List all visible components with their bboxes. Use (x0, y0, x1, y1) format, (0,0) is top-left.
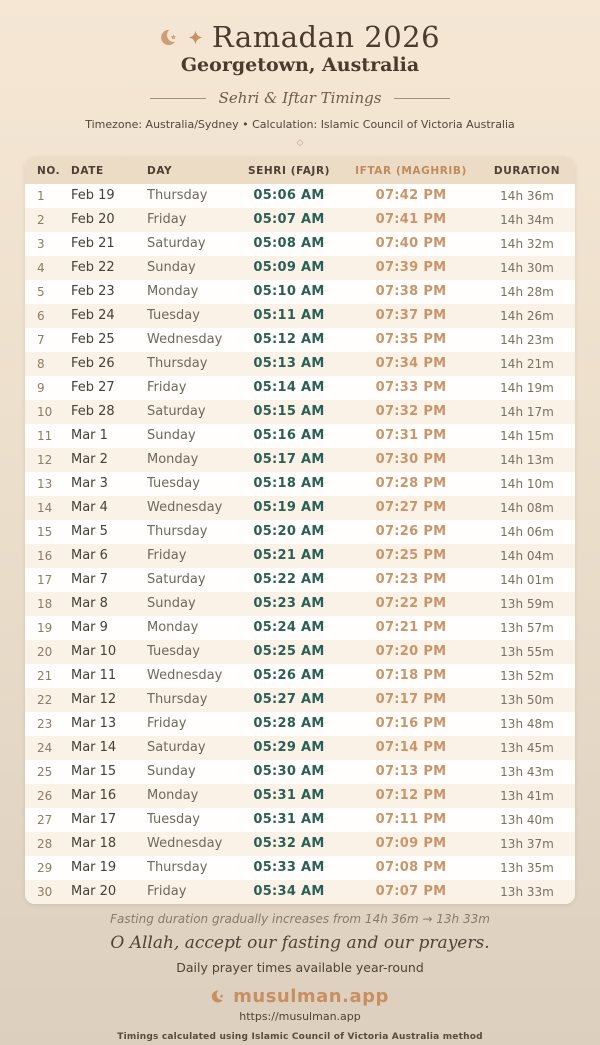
row-day: Wednesday (147, 836, 223, 851)
row-date: Mar 11 (71, 668, 117, 683)
row-duration: 14h 21m (500, 357, 554, 371)
row-number: 6 (37, 309, 45, 323)
row-duration: 13h 50m (500, 693, 554, 707)
row-date: Mar 5 (71, 524, 108, 539)
row-number: 9 (37, 381, 45, 395)
table-row (25, 664, 575, 688)
row-sehri-time: 05:22 AM (253, 572, 325, 587)
table-row (25, 256, 575, 280)
row-day: Wednesday (147, 500, 223, 515)
row-sehri-time: 05:11 AM (253, 308, 325, 323)
row-number: 11 (37, 429, 53, 443)
row-day: Tuesday (147, 812, 200, 827)
row-day: Sunday (147, 596, 196, 611)
row-day: Friday (147, 716, 187, 731)
table-row (25, 712, 575, 736)
row-iftar-time: 07:28 PM (375, 476, 447, 491)
crescent-star-icon (211, 989, 226, 1004)
row-sehri-time: 05:17 AM (253, 452, 325, 467)
table-row (25, 208, 575, 232)
row-sehri-time: 05:20 AM (253, 524, 325, 539)
row-day: Monday (147, 452, 199, 467)
row-date: Feb 19 (71, 188, 115, 203)
row-sehri-time: 05:16 AM (253, 428, 325, 443)
table-row (25, 760, 575, 784)
location-subtitle: Georgetown, Australia (180, 54, 420, 76)
column-header-no: NO. (25, 157, 67, 184)
row-iftar-time: 07:20 PM (375, 644, 447, 659)
row-iftar-time: 07:14 PM (375, 740, 447, 755)
footer-section (0, 912, 600, 1042)
row-iftar-time: 07:09 PM (375, 836, 447, 851)
row-duration: 13h 35m (500, 861, 554, 875)
availability-note: Daily prayer times available year-round (176, 960, 424, 975)
row-duration: 14h 01m (500, 573, 554, 587)
row-date: Feb 26 (71, 356, 115, 371)
row-sehri-time: 05:31 AM (253, 788, 325, 803)
table-row (25, 424, 575, 448)
calculation-method-note: Timings calculated using Islamic Council of Victoria Australia method (117, 1032, 483, 1042)
table-row (25, 568, 575, 592)
row-number: 8 (37, 357, 45, 371)
table-row (25, 688, 575, 712)
row-duration: 14h 30m (500, 261, 554, 275)
row-number: 10 (37, 405, 53, 419)
row-day: Sunday (147, 428, 196, 443)
brand-url-link[interactable]: https://musulman.app (239, 1010, 361, 1023)
row-sehri-time: 05:15 AM (253, 404, 325, 419)
row-duration: 13h 37m (500, 837, 554, 851)
row-number: 4 (37, 261, 45, 275)
row-day: Friday (147, 380, 187, 395)
row-number: 3 (37, 237, 45, 251)
table-row (25, 448, 575, 472)
table-header (25, 157, 575, 184)
row-sehri-time: 05:25 AM (253, 644, 325, 659)
row-sehri-time: 05:14 AM (253, 380, 325, 395)
row-duration: 13h 41m (500, 789, 554, 803)
row-iftar-time: 07:35 PM (375, 332, 447, 347)
page-title: Ramadan 2026 (211, 20, 441, 54)
row-day: Thursday (147, 356, 208, 371)
table-row (25, 784, 575, 808)
row-sehri-time: 05:19 AM (253, 500, 325, 515)
row-duration: 14h 15m (500, 429, 554, 443)
row-duration: 13h 48m (500, 717, 554, 731)
row-sehri-time: 05:32 AM (253, 836, 325, 851)
crescent-star-icon (160, 28, 179, 47)
row-date: Mar 13 (71, 716, 117, 731)
row-number: 5 (37, 285, 45, 299)
table-row (25, 280, 575, 304)
row-iftar-time: 07:30 PM (375, 452, 447, 467)
sparkle-icon (188, 30, 203, 45)
divider-line-left (150, 98, 206, 99)
row-iftar-time: 07:27 PM (375, 500, 447, 515)
row-number: 16 (37, 549, 53, 563)
row-iftar-time: 07:11 PM (375, 812, 447, 827)
row-iftar-time: 07:17 PM (375, 692, 447, 707)
row-date: Feb 23 (71, 284, 115, 299)
table-row (25, 400, 575, 424)
row-iftar-time: 07:12 PM (375, 788, 447, 803)
row-day: Saturday (147, 572, 206, 587)
row-date: Feb 28 (71, 404, 115, 419)
table-row (25, 328, 575, 352)
table-row (25, 856, 575, 880)
row-sehri-time: 05:29 AM (253, 740, 325, 755)
row-sehri-time: 05:09 AM (253, 260, 325, 275)
row-number: 13 (37, 477, 53, 491)
row-duration: 14h 28m (500, 285, 554, 299)
timetable-card (25, 157, 575, 904)
row-duration: 14h 34m (500, 213, 554, 227)
row-day: Saturday (147, 404, 206, 419)
row-number: 18 (37, 597, 53, 611)
row-iftar-time: 07:18 PM (375, 668, 447, 683)
row-day: Thursday (147, 692, 208, 707)
row-iftar-time: 07:25 PM (375, 548, 447, 563)
row-date: Mar 7 (71, 572, 108, 587)
row-day: Tuesday (147, 308, 200, 323)
row-iftar-time: 07:21 PM (375, 620, 447, 635)
row-duration: 13h 52m (500, 669, 554, 683)
table-row (25, 520, 575, 544)
row-day: Friday (147, 884, 187, 899)
row-number: 26 (37, 789, 53, 803)
timings-subtitle: Sehri & Iftar Timings (218, 89, 382, 107)
row-duration: 14h 19m (500, 381, 554, 395)
row-iftar-time: 07:32 PM (375, 404, 447, 419)
section-subtitle-row (0, 89, 600, 107)
row-date: Mar 14 (71, 740, 117, 755)
row-iftar-time: 07:42 PM (375, 188, 447, 203)
row-duration: 14h 32m (500, 237, 554, 251)
row-duration: 13h 57m (500, 621, 554, 635)
diamond-icon: ◇ (296, 138, 304, 148)
row-date: Feb 22 (71, 260, 115, 275)
row-date: Mar 4 (71, 500, 108, 515)
row-sehri-time: 05:06 AM (253, 188, 325, 203)
row-iftar-time: 07:34 PM (375, 356, 447, 371)
row-duration: 14h 10m (500, 477, 554, 491)
row-date: Mar 10 (71, 644, 117, 659)
timezone-calculation-meta: Timezone: Australia/Sydney • Calculation: Islamic Council of Victoria Australia (85, 118, 515, 131)
row-date: Mar 3 (71, 476, 108, 491)
column-header-iftar: IFTAR (MAGHRIB) (343, 157, 479, 184)
row-day: Monday (147, 788, 199, 803)
row-number: 30 (37, 885, 53, 899)
row-sehri-time: 05:33 AM (253, 860, 325, 875)
row-date: Mar 6 (71, 548, 108, 563)
column-header-duration: DURATION (479, 157, 575, 184)
row-iftar-time: 07:40 PM (375, 236, 447, 251)
table-row (25, 640, 575, 664)
row-iftar-time: 07:38 PM (375, 284, 447, 299)
row-date: Mar 15 (71, 764, 117, 779)
row-number: 1 (37, 189, 45, 203)
row-date: Mar 9 (71, 620, 108, 635)
row-iftar-time: 07:08 PM (375, 860, 447, 875)
row-date: Mar 18 (71, 836, 117, 851)
row-iftar-time: 07:41 PM (375, 212, 447, 227)
row-number: 14 (37, 501, 53, 515)
row-date: Mar 1 (71, 428, 108, 443)
row-sehri-time: 05:12 AM (253, 332, 325, 347)
row-day: Tuesday (147, 644, 200, 659)
row-number: 23 (37, 717, 53, 731)
row-number: 15 (37, 525, 53, 539)
duration-range-note: Fasting duration gradually increases from 14h 36m → 13h 33m (110, 912, 490, 926)
row-duration: 14h 06m (500, 525, 554, 539)
row-iftar-time: 07:26 PM (375, 524, 447, 539)
row-sehri-time: 05:13 AM (253, 356, 325, 371)
row-day: Monday (147, 620, 199, 635)
row-number: 19 (37, 621, 53, 635)
row-number: 7 (37, 333, 45, 347)
row-date: Mar 20 (71, 884, 117, 899)
row-day: Wednesday (147, 332, 223, 347)
table-row (25, 184, 575, 208)
row-sehri-time: 05:23 AM (253, 596, 325, 611)
row-sehri-time: 05:08 AM (253, 236, 325, 251)
row-duration: 13h 33m (500, 885, 554, 899)
header-section (0, 20, 600, 148)
table-row (25, 832, 575, 856)
table-body (25, 184, 575, 904)
row-number: 20 (37, 645, 53, 659)
row-number: 25 (37, 765, 53, 779)
row-number: 29 (37, 861, 53, 875)
table-row (25, 880, 575, 904)
table-row (25, 304, 575, 328)
row-duration: 14h 13m (500, 453, 554, 467)
brand-row (0, 986, 600, 1007)
table-row (25, 592, 575, 616)
title-row (0, 20, 600, 54)
row-date: Mar 16 (71, 788, 117, 803)
row-day: Saturday (147, 236, 206, 251)
brand-name: musulman.app (233, 986, 389, 1007)
row-day: Wednesday (147, 668, 223, 683)
row-duration: 13h 45m (500, 741, 554, 755)
row-number: 28 (37, 837, 53, 851)
row-date: Feb 21 (71, 236, 115, 251)
table-row (25, 376, 575, 400)
row-sehri-time: 05:34 AM (253, 884, 325, 899)
row-number: 17 (37, 573, 53, 587)
row-day: Sunday (147, 260, 196, 275)
row-duration: 14h 08m (500, 501, 554, 515)
row-duration: 13h 55m (500, 645, 554, 659)
table-row (25, 352, 575, 376)
row-sehri-time: 05:28 AM (253, 716, 325, 731)
row-day: Sunday (147, 764, 196, 779)
row-date: Mar 17 (71, 812, 117, 827)
row-iftar-time: 07:33 PM (375, 380, 447, 395)
row-duration: 14h 23m (500, 333, 554, 347)
table-row (25, 736, 575, 760)
row-number: 24 (37, 741, 53, 755)
row-day: Thursday (147, 860, 208, 875)
table-row (25, 616, 575, 640)
timings-table (25, 157, 575, 904)
row-number: 2 (37, 213, 45, 227)
row-date: Mar 2 (71, 452, 108, 467)
row-number: 21 (37, 669, 53, 683)
row-duration: 14h 04m (500, 549, 554, 563)
column-header-date: DATE (67, 157, 143, 184)
row-day: Friday (147, 212, 187, 227)
row-duration: 13h 40m (500, 813, 554, 827)
row-day: Thursday (147, 188, 208, 203)
row-day: Saturday (147, 740, 206, 755)
dua-text: O Allah, accept our fasting and our prayers. (110, 933, 490, 953)
row-date: Mar 8 (71, 596, 108, 611)
row-number: 12 (37, 453, 53, 467)
row-iftar-time: 07:37 PM (375, 308, 447, 323)
row-sehri-time: 05:10 AM (253, 284, 325, 299)
row-sehri-time: 05:31 AM (253, 812, 325, 827)
row-iftar-time: 07:22 PM (375, 596, 447, 611)
row-sehri-time: 05:21 AM (253, 548, 325, 563)
row-sehri-time: 05:30 AM (253, 764, 325, 779)
column-header-day: DAY (143, 157, 235, 184)
table-row (25, 544, 575, 568)
row-iftar-time: 07:31 PM (375, 428, 447, 443)
row-date: Feb 20 (71, 212, 115, 227)
row-iftar-time: 07:16 PM (375, 716, 447, 731)
row-date: Mar 12 (71, 692, 117, 707)
row-duration: 14h 36m (500, 189, 554, 203)
row-duration: 13h 43m (500, 765, 554, 779)
row-number: 27 (37, 813, 53, 827)
table-row (25, 496, 575, 520)
divider-line-right (394, 98, 450, 99)
row-sehri-time: 05:27 AM (253, 692, 325, 707)
row-day: Tuesday (147, 476, 200, 491)
table-row (25, 232, 575, 256)
row-date: Feb 27 (71, 380, 115, 395)
row-sehri-time: 05:07 AM (253, 212, 325, 227)
row-duration: 14h 17m (500, 405, 554, 419)
row-sehri-time: 05:18 AM (253, 476, 325, 491)
row-iftar-time: 07:39 PM (375, 260, 447, 275)
row-day: Monday (147, 284, 199, 299)
row-day: Friday (147, 548, 187, 563)
row-sehri-time: 05:26 AM (253, 668, 325, 683)
column-header-sehri: SEHRI (FAJR) (235, 157, 343, 184)
row-number: 22 (37, 693, 53, 707)
table-row (25, 472, 575, 496)
row-iftar-time: 07:07 PM (375, 884, 447, 899)
row-sehri-time: 05:24 AM (253, 620, 325, 635)
row-day: Thursday (147, 524, 208, 539)
row-duration: 13h 59m (500, 597, 554, 611)
row-duration: 14h 26m (500, 309, 554, 323)
table-row (25, 808, 575, 832)
row-date: Feb 25 (71, 332, 115, 347)
row-iftar-time: 07:13 PM (375, 764, 447, 779)
row-date: Feb 24 (71, 308, 115, 323)
row-date: Mar 19 (71, 860, 117, 875)
row-iftar-time: 07:23 PM (375, 572, 447, 587)
